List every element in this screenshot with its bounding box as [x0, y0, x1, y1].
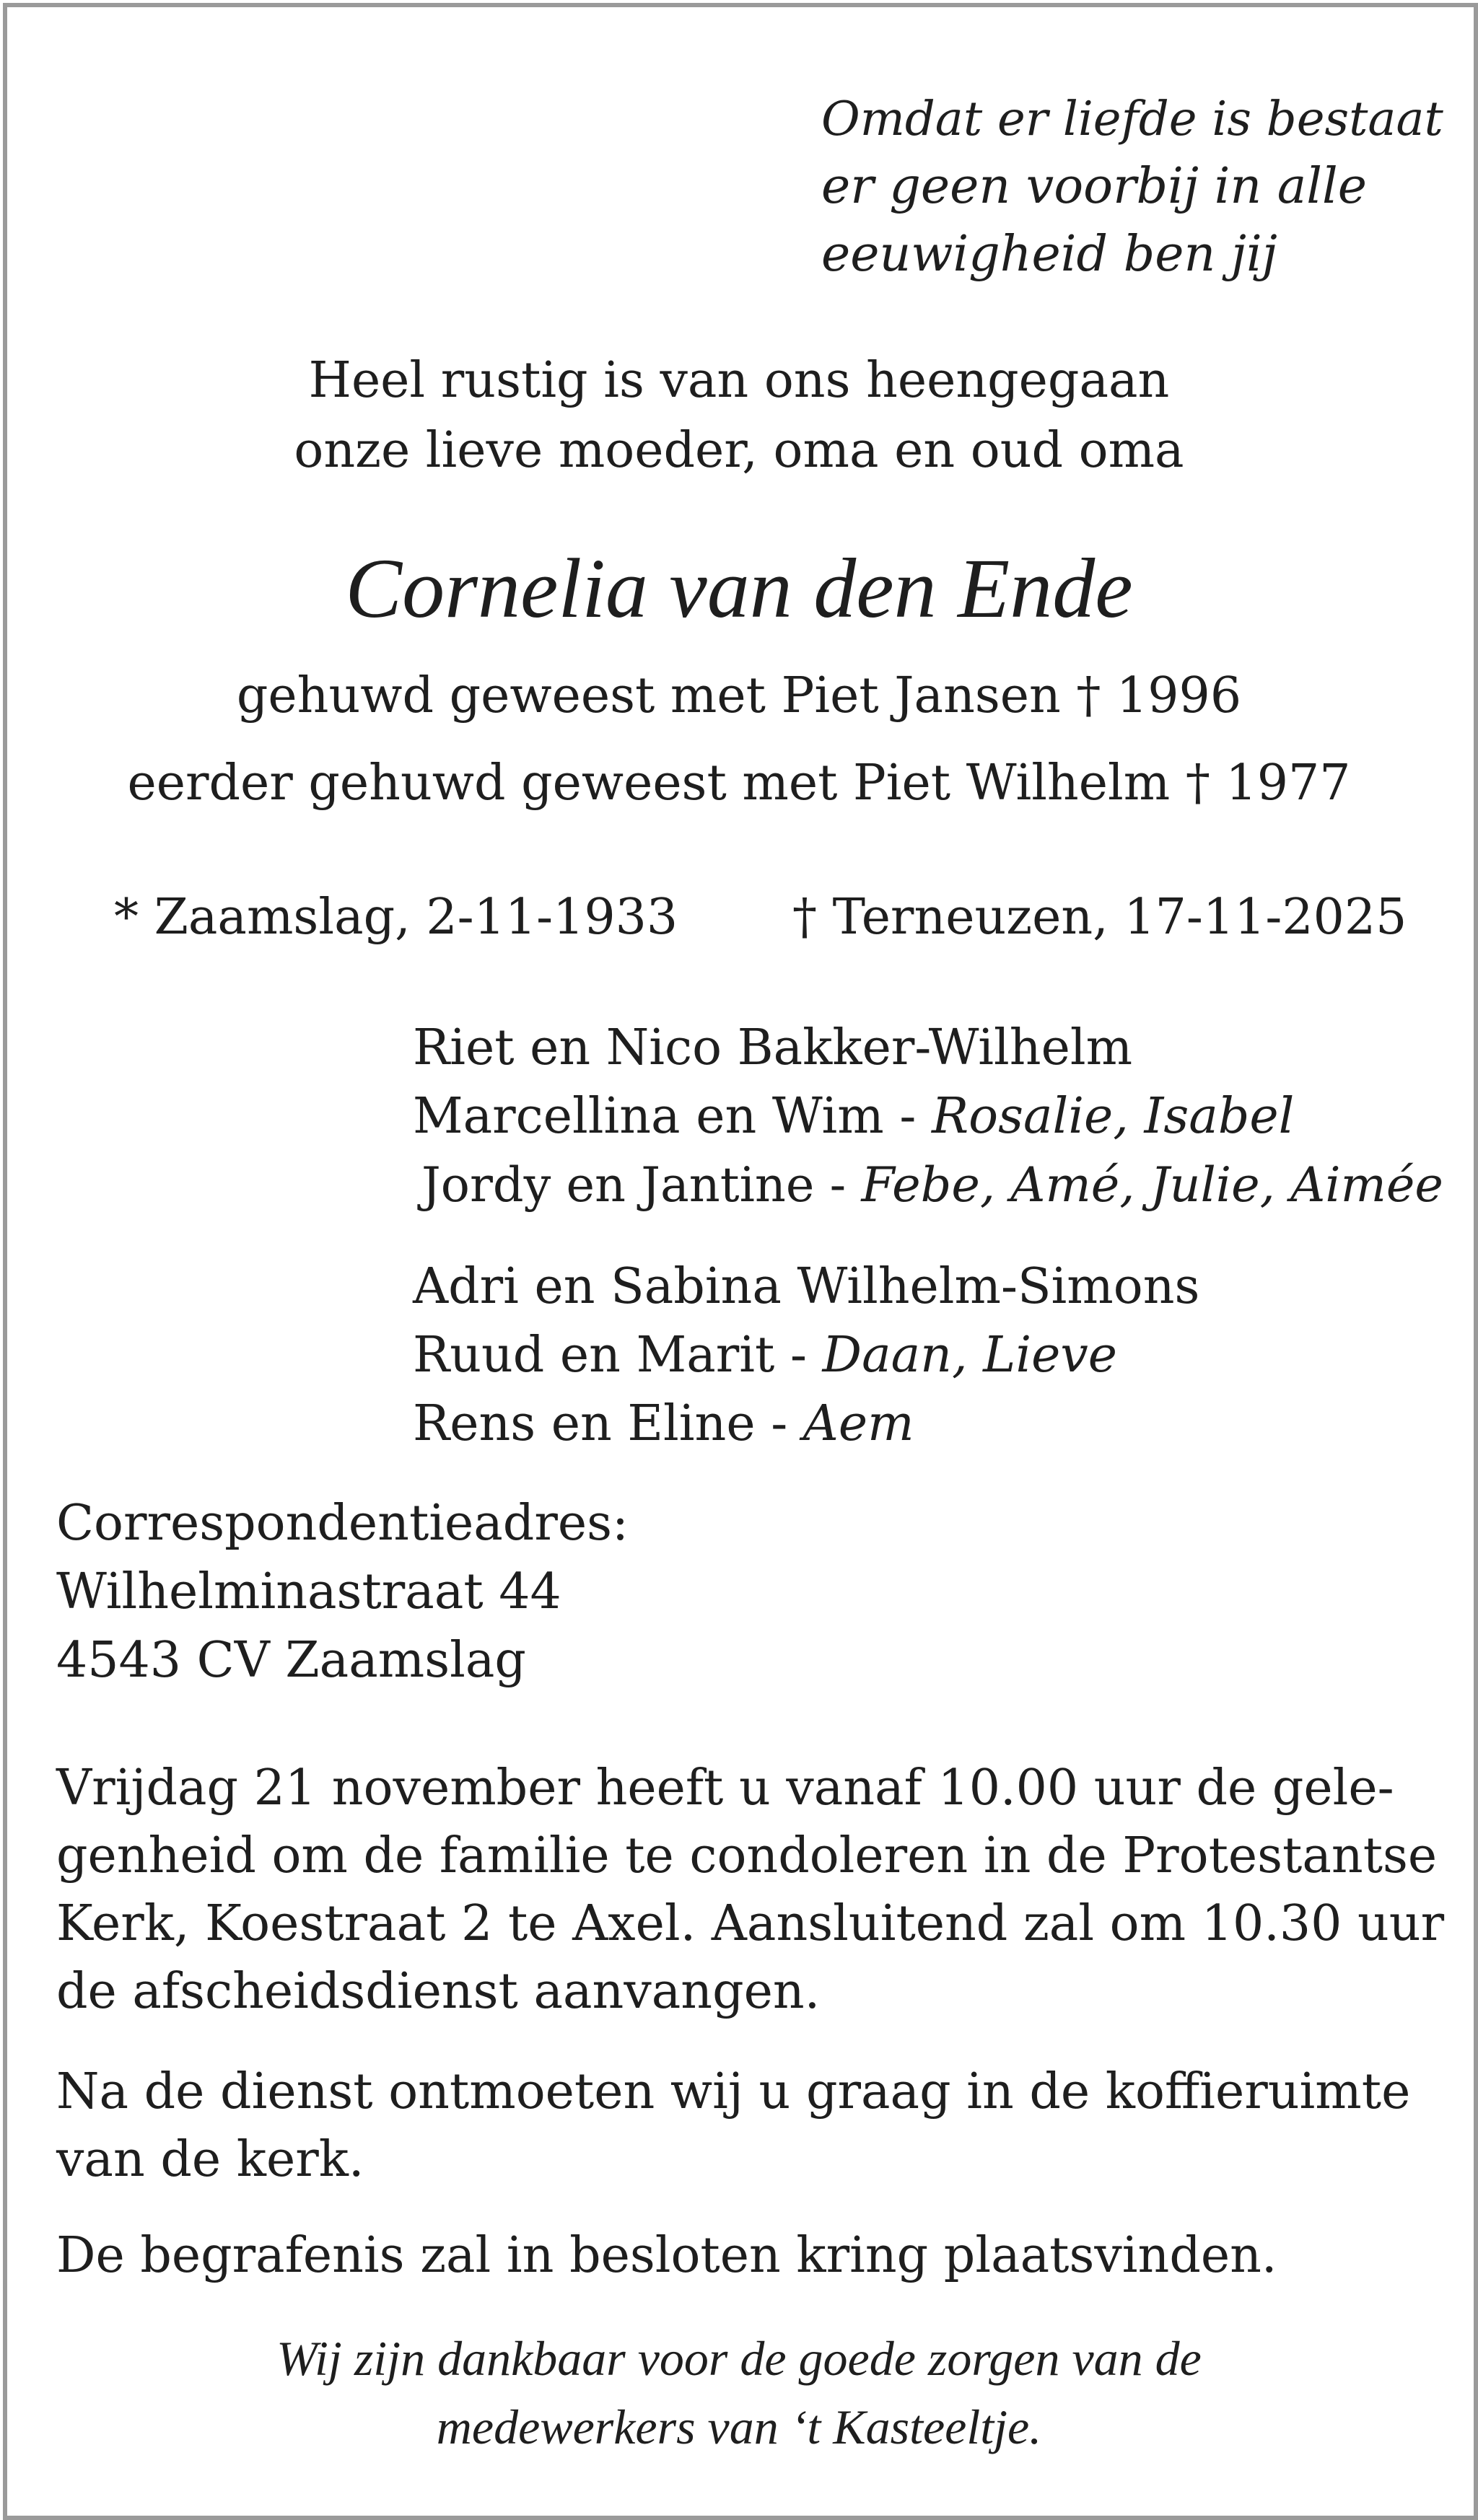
intro-line-2: onze lieve moeder, oma en oud oma [294, 422, 1184, 479]
family-names: Marcellina en Wim - [413, 1088, 932, 1145]
family-line [413, 1258, 1199, 1315]
meeting-paragraph [56, 2058, 1426, 2194]
correspondence-label: Correspondentieadres: [56, 1495, 629, 1552]
deceased-name: Cornelia van den Ende [345, 541, 1133, 636]
family-names: Jordy en Jantine - [421, 1156, 862, 1213]
meeting-line: Na de dienst ontmoeten wij u graag in de koffieruimte [56, 2063, 1411, 2120]
thanks-line-1: Wij zijn dankbaar voor de goede zorgen van de [276, 2331, 1202, 2386]
family-names: Adri en Sabina Wilhelm-Simons [413, 1258, 1200, 1315]
grandchildren-names: Daan, Lieve [822, 1327, 1117, 1384]
grandchildren-names: Rosalie, Isabel [931, 1088, 1295, 1145]
correspondence-street: Wilhelminastraat 44 [56, 1563, 561, 1620]
verse-line-1: Omdat er liefde is bestaat [821, 92, 1443, 146]
married-line-1: gehuwd geweest met Piet Jansen † 1996 [236, 667, 1242, 724]
burial-text: De begrafenis zal in besloten kring plaatsvinden. [56, 2227, 1277, 2284]
intro-line-1: Heel rustig is van ons heengegaan [308, 352, 1170, 409]
grandchildren-names: Aem [803, 1395, 914, 1452]
verse-line-3: eeuwigheid ben jij [821, 226, 1277, 283]
service-line: genheid om de familie te condoleren in de Protestantse [56, 1827, 1438, 1884]
verse-line-2: er geen voorbij in alle [821, 158, 1368, 215]
family-names: Rens en Eline - [413, 1395, 803, 1452]
service-line: Kerk, Koestraat 2 te Axel. Aansluitend zal om 10.30 uur [56, 1895, 1445, 1952]
family-line [413, 1088, 1294, 1145]
birth-date: * Zaamslag, 2-11-1933 [114, 889, 678, 946]
thanks-line-2: medewerkers van ‘t Kasteeltje. [436, 2400, 1042, 2454]
service-line: Vrijdag 21 november heeft u vanaf 10.00 uur de gele- [56, 1760, 1394, 1817]
grandchildren-names: Febe, Amé, Julie, Aimée [861, 1156, 1443, 1213]
family-names: Ruud en Marit - [413, 1327, 823, 1384]
married-line-2: eerder gehuwd geweest met Piet Wilhelm † 1977 [127, 755, 1351, 812]
service-line: de afscheidsdienst aanvangen. [56, 1963, 821, 2020]
correspondence-city: 4543 CV Zaamslag [56, 1632, 526, 1689]
family-line [413, 1019, 1132, 1076]
family-line [413, 1327, 1117, 1384]
meeting-line: van de kerk. [56, 2131, 364, 2188]
family-line [421, 1156, 1443, 1213]
family-line [413, 1395, 914, 1452]
service-paragraph [56, 1755, 1445, 2026]
death-date: † Terneuzen, 17-11-2025 [792, 889, 1407, 946]
family-names: Riet en Nico Bakker-Wilhelm [413, 1019, 1133, 1076]
